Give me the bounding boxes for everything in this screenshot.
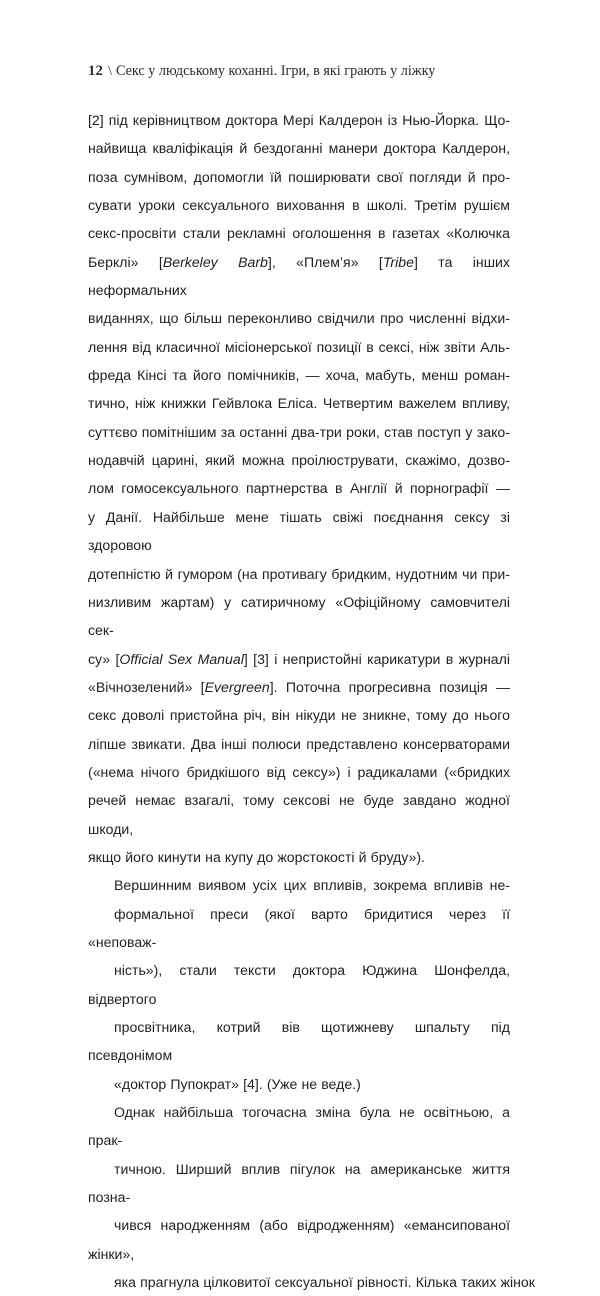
paragraph-3 <box>88 1098 535 1296</box>
text-line: дотепністю й гумором (на противагу бридким, нудотним чи при- <box>88 565 510 582</box>
text-line: речей немає взагалі, тому сексові не буде завдано жодної шкоди, <box>88 792 510 837</box>
running-head <box>88 62 513 80</box>
text-line: у Данії. Найбільше мене тішать свіжі поєднання сексу зі здоровою <box>88 508 510 554</box>
text-line: якщо його кинути на купу до жорстокості й бруду»). <box>88 848 425 865</box>
text-line: «доктор Пупократ» [4]. (Уже не веде.) <box>114 1075 361 1092</box>
text-line: виданнях, що більш переконливо свідчили про численні відхи- <box>88 310 510 327</box>
text-line: найвища кваліфікація й бездоганні манери доктора Калдерон, <box>88 140 510 157</box>
text-line: су» [Official Sex Manual] [3] і непристойні карикатури в журналі <box>88 650 511 667</box>
page-number: 12 <box>88 63 103 79</box>
text-line: просвітника, котрий вів щотижневу шпальту під псевдонімом <box>88 1019 510 1064</box>
text-line: чився народженням (або відродженням) «емансипованої жінки», <box>88 1217 510 1262</box>
text-line: низливим жартам) у сатиричному «Офіційному самовчителі сек- <box>88 593 510 639</box>
text-line: поза сумнівом, допомогли їй поширювати свої погляди й про- <box>88 168 510 185</box>
text-line: тично, ніж книжки Гейвлока Еліса. Четвертим важелем впливу, <box>88 395 510 412</box>
text-line: фреда Кінсі та його помічників, — хоча, мабуть, менш роман- <box>88 367 510 384</box>
text-line: [2] під керівництвом доктора Мері Калдерон із Нью-Йорка. Що- <box>88 112 510 128</box>
text-line: («нема нічого бридкішого від сексу») і радикалами («бридких <box>88 763 510 780</box>
text-line: сувати уроки сексуального виховання в школі. Третім рушієм <box>88 197 510 214</box>
text-line: лом гомосексуального партнерства в Англії й порнографії — <box>88 480 510 497</box>
text-line: ність»), стали тексти доктора Юджина Шонфелда, відвертого <box>88 962 510 1007</box>
text-line: ліпше звикати. Два інші полюси представлено консерваторами <box>88 735 510 752</box>
text-line: нодавчій царині, який можна проілюструвати, скажімо, дозво- <box>88 452 510 469</box>
text-line: секс-просвіти стали рекламні оголошення в газетах «Колючка <box>88 225 510 242</box>
running-head-title: Секс у людському коханні. Ігри, в які грають у ліжку <box>115 63 436 79</box>
text-line: формальної преси (якої варто бридитися через її «неповаж- <box>88 905 510 950</box>
text-line: лення від класичної місіонерської позиції в сексі, ніж звіти Аль- <box>88 338 510 355</box>
text-line: Вершинним виявом усіх цих впливів, зокрема впливів не- <box>114 877 510 894</box>
paragraph-2 <box>88 871 510 1098</box>
text-line: «Вічнозелений» [Evergreen]. Поточна прогресивна позиція — <box>88 678 510 695</box>
text-line: суттєво помітнішим за останні два-три роки, став поступ у зако- <box>88 423 510 440</box>
text-line: Берклі» [Berkeley Barb], «Плем’я» [Tribe] та інших неформальних <box>88 253 510 299</box>
running-head-separator: \ <box>108 63 112 79</box>
text-line: яка прагнула цілковитої сексуальної рівності. Кілька таких жінок <box>114 1274 535 1291</box>
text-line: тичною. Ширший вплив пігулок на американське життя позна- <box>88 1160 510 1206</box>
paragraph-1 <box>88 106 510 871</box>
text-line: Однак найбільша тогочасна зміна була не освітньою, а прак- <box>88 1104 510 1149</box>
body-text-block <box>88 106 535 1296</box>
text-line: секс доволі пристойна річ, він нікуди не зникне, тому до нього <box>88 707 510 724</box>
